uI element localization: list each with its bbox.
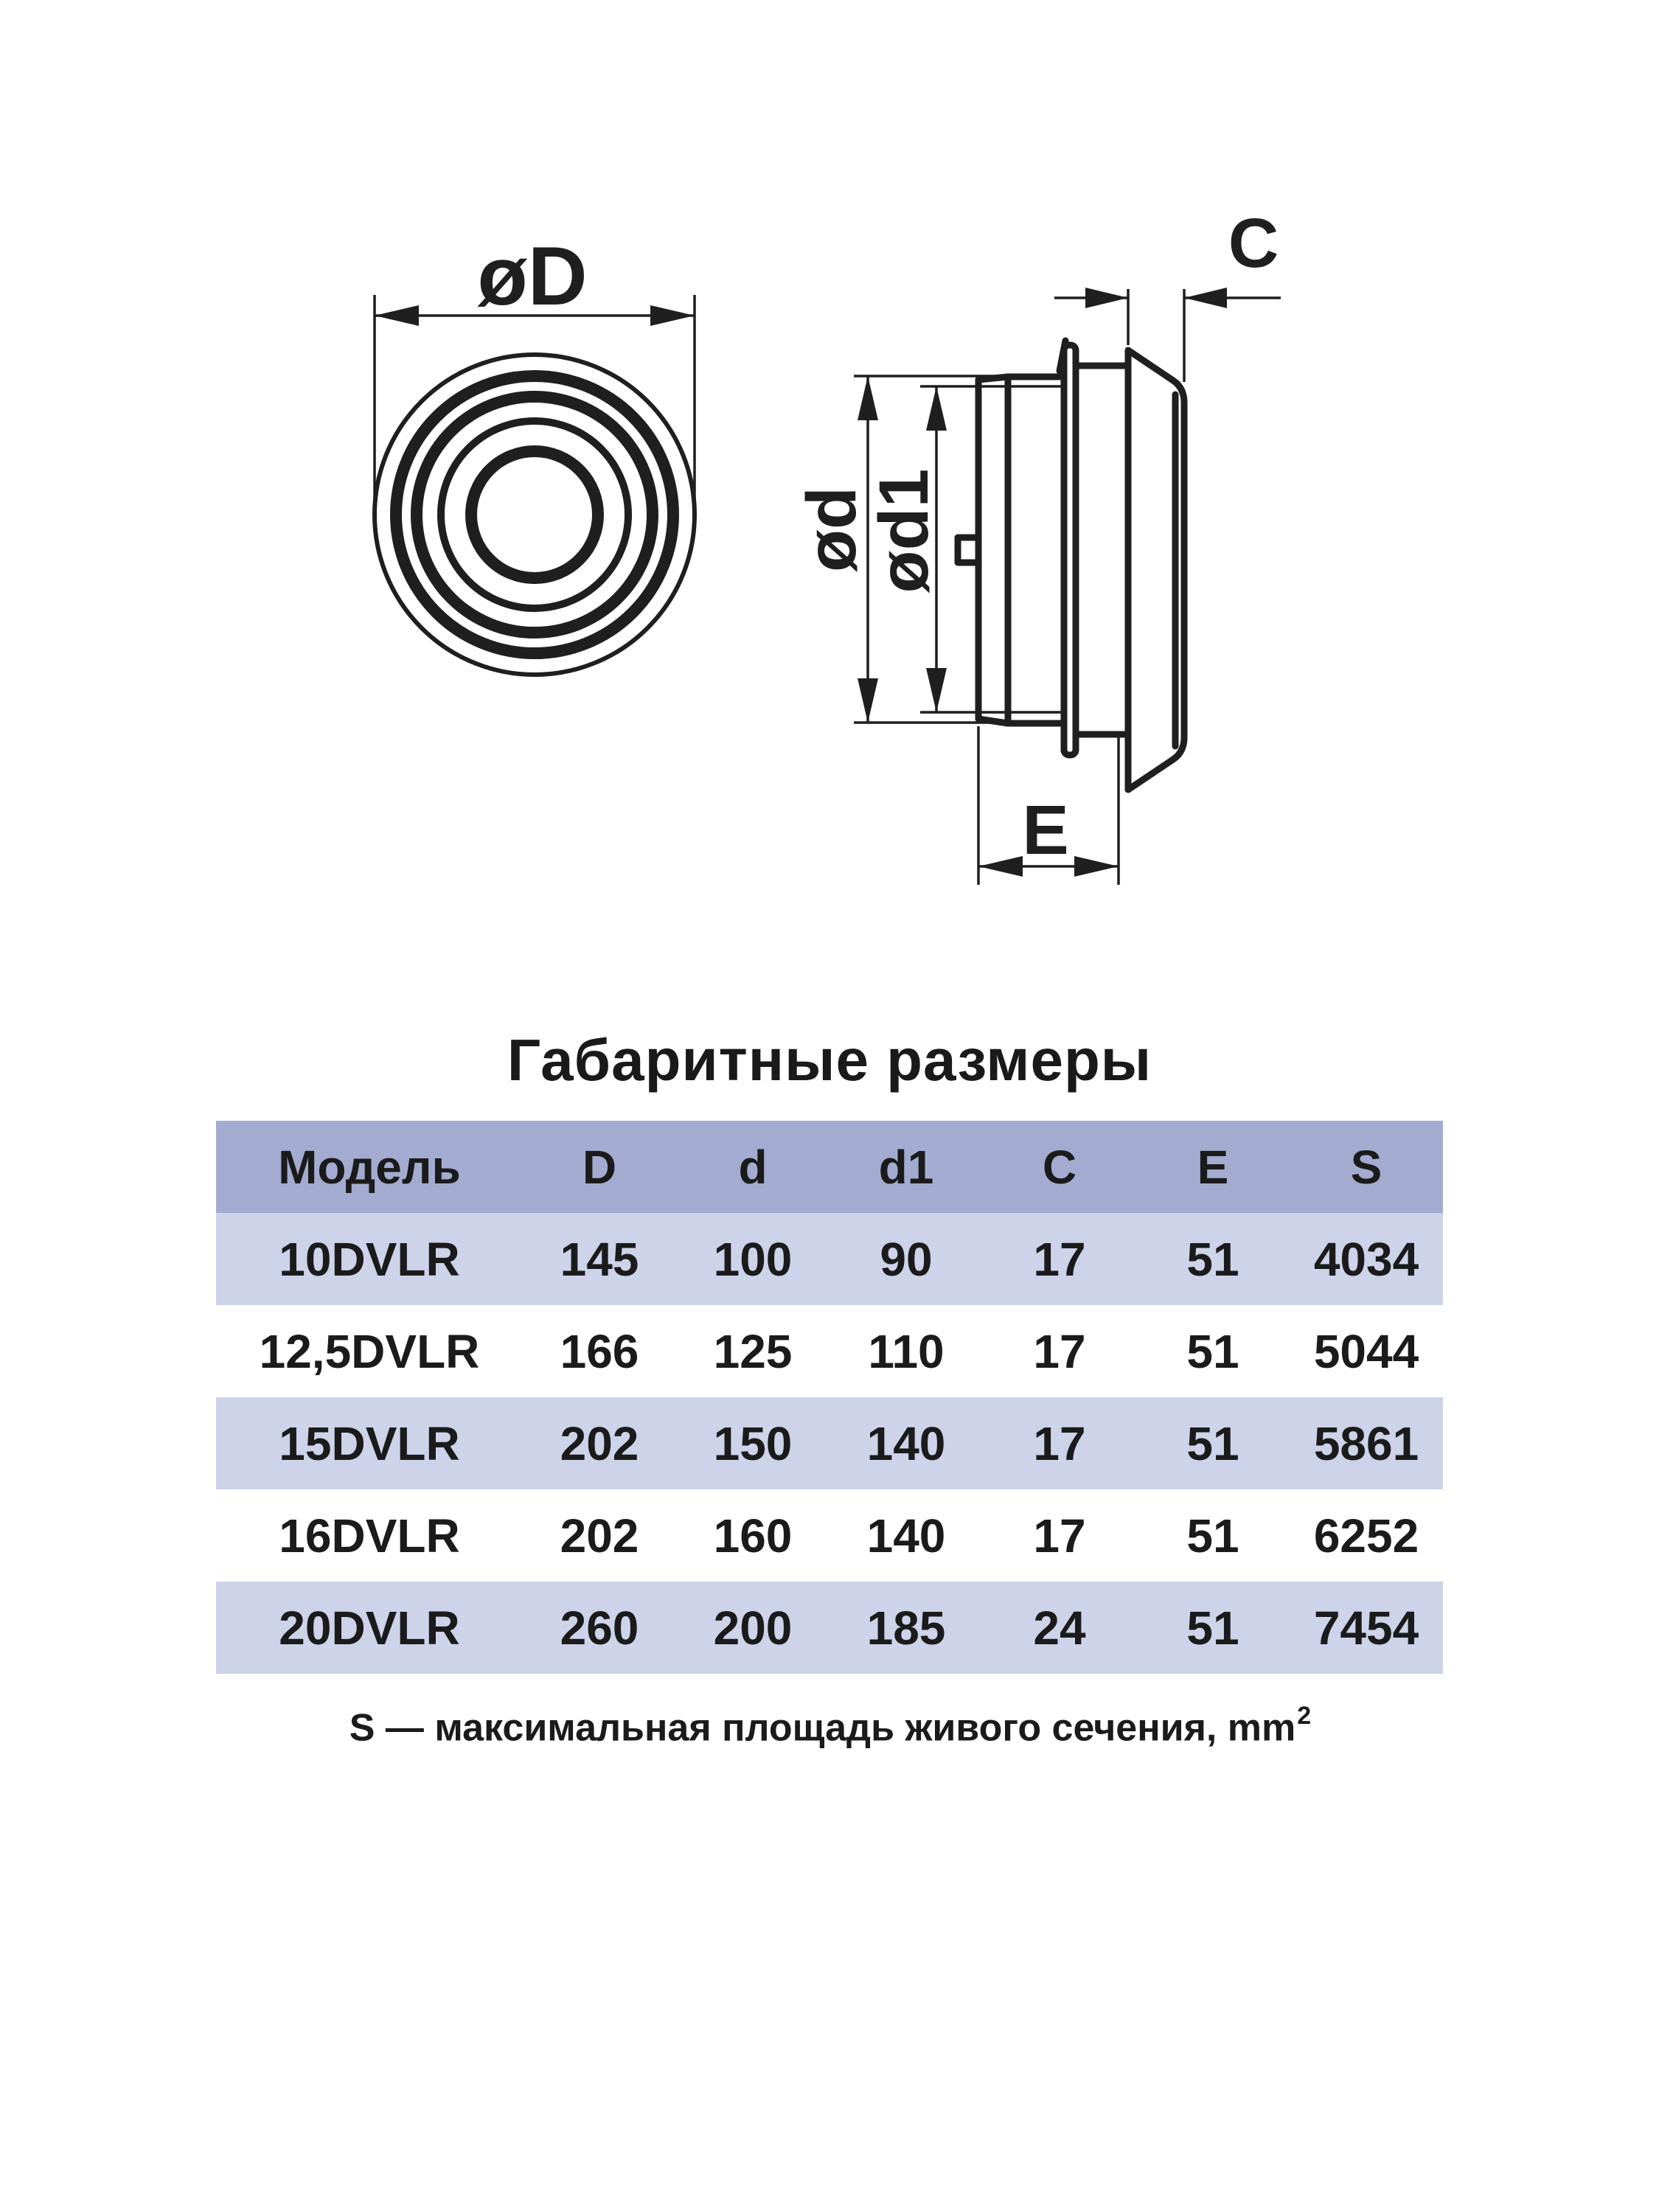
header-cell-d1: d1: [878, 1140, 934, 1194]
cell-C: 17: [1033, 1232, 1086, 1286]
front-view: [375, 230, 695, 675]
cell-D: 202: [560, 1416, 639, 1470]
table-header-row: [216, 1121, 1443, 1213]
arrowhead-left-icon: [978, 856, 1023, 877]
cell-E: 51: [1186, 1324, 1239, 1378]
cell-C: 17: [1033, 1416, 1086, 1470]
arrowhead-up-icon: [926, 386, 947, 431]
dimension-label-E: E: [1022, 791, 1069, 869]
dimension-label-od: ød: [793, 486, 871, 573]
cell-E: 51: [1186, 1416, 1239, 1470]
cell-d: 160: [713, 1509, 793, 1562]
table-row: [216, 1397, 1443, 1489]
header-cell-C: C: [1042, 1140, 1077, 1194]
arrowhead-left-icon: [375, 305, 419, 326]
header-cell-S: S: [1350, 1140, 1382, 1194]
cell-D: 166: [560, 1324, 639, 1378]
cell-D: 202: [560, 1509, 639, 1562]
cell-S: 5861: [1313, 1416, 1419, 1470]
dimension-label-C: C: [1228, 204, 1279, 282]
table-row: [216, 1305, 1443, 1397]
collar-bottom-edge: [978, 719, 1064, 723]
ring-3: [417, 397, 653, 633]
cell-E: 51: [1186, 1601, 1239, 1655]
cell-d1: 110: [868, 1324, 945, 1378]
cell-C: 17: [1033, 1324, 1086, 1378]
cell-d1: 140: [866, 1416, 946, 1470]
cell-C: 17: [1033, 1509, 1086, 1562]
cell-D: 145: [560, 1232, 639, 1286]
table-row: [216, 1489, 1443, 1582]
gasket-plate: [1064, 345, 1076, 755]
table-row: [216, 1582, 1443, 1674]
cell-model: 16DVLR: [279, 1509, 460, 1562]
arrowhead-down-icon: [926, 668, 947, 712]
arrowhead-down-icon: [858, 678, 878, 723]
cell-S: 4034: [1313, 1232, 1419, 1286]
ring-inner: [471, 451, 598, 578]
cell-model: 15DVLR: [279, 1416, 460, 1470]
table-row: [216, 1213, 1443, 1305]
cell-d: 150: [713, 1416, 793, 1470]
footnote: [0, 1702, 1659, 1750]
dimensions-table: [216, 1121, 1443, 1674]
cell-d1: 140: [866, 1509, 946, 1562]
retainer-tab: [958, 538, 978, 563]
cell-d1: 185: [866, 1601, 946, 1655]
cell-C: 24: [1033, 1601, 1086, 1655]
cell-E: 51: [1186, 1509, 1239, 1562]
cell-S: 6252: [1313, 1509, 1419, 1562]
dimension-label-oD: øD: [477, 230, 588, 322]
side-view: [793, 204, 1281, 885]
footnote-text: S — максимальная площадь живого сечения, mm: [349, 1706, 1296, 1750]
collar-top-edge: [978, 377, 1064, 380]
header-cell-E: E: [1197, 1140, 1229, 1194]
cell-S: 7454: [1313, 1601, 1419, 1655]
dimension-label-od1: ød1: [865, 468, 943, 594]
arrowhead-right-icon: [1085, 288, 1128, 308]
cell-d1: 90: [880, 1232, 933, 1286]
arrowhead-right-icon: [1074, 856, 1119, 877]
page-title: Габаритные размеры: [507, 1027, 1152, 1093]
cell-model: 12,5DVLR: [259, 1324, 480, 1378]
header-cell-D: D: [582, 1140, 617, 1194]
cell-model: 10DVLR: [279, 1232, 460, 1286]
cell-d: 100: [713, 1232, 793, 1286]
arrowhead-up-icon: [858, 376, 878, 420]
dimension-drawing: [0, 0, 1659, 959]
ring-outer: [375, 355, 695, 675]
arrowhead-right-icon: [650, 305, 695, 326]
cell-S: 5044: [1313, 1324, 1419, 1378]
arrowhead-left-icon: [1184, 288, 1227, 308]
cell-d: 200: [713, 1601, 793, 1655]
cell-model: 20DVLR: [279, 1601, 460, 1655]
cell-D: 260: [560, 1601, 639, 1655]
footnote-superscript: 2: [1297, 1702, 1312, 1730]
header-cell-d: d: [738, 1140, 768, 1194]
cell-E: 51: [1186, 1232, 1239, 1286]
cell-d: 125: [713, 1324, 793, 1378]
header-cell-model: Модель: [278, 1140, 461, 1194]
